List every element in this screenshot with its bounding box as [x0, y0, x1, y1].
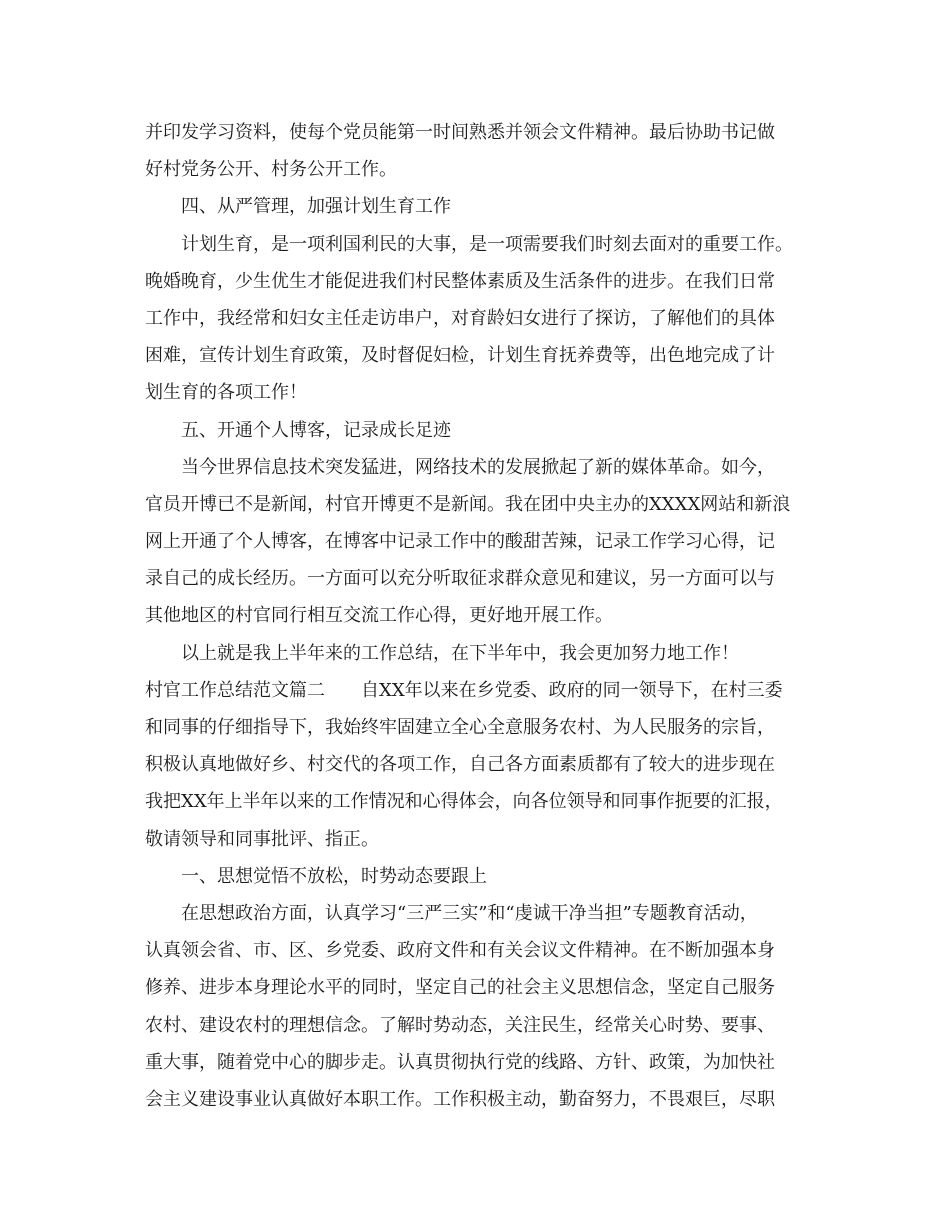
text-line [145, 300, 810, 337]
text-line-content: 其他地区的村官同行相互交流工作心得，更好地开展工作。 [145, 605, 613, 627]
text-line [145, 263, 810, 300]
text-line-continuation: 自XX年以来在乡党委、政府的同一领导下，在村三委 [361, 679, 783, 701]
text-line-content: 我把XX年上半年以来的工作情况和心得体会，向各位领导和同事作扼要的汇报， [145, 791, 783, 813]
text-line [145, 597, 810, 634]
document-body [145, 114, 810, 1118]
text-line-content: 一、思想觉悟不放松，时势动态要跟上 [181, 865, 487, 887]
text-line [145, 1081, 810, 1118]
text-line [145, 783, 810, 820]
text-line [145, 969, 810, 1006]
text-line [145, 858, 810, 895]
text-line-content: 困难，宣传计划生育政策，及时督促妇检，计划生育抚养费等，出色地完成了计 [145, 345, 775, 367]
text-line-content: 当今世界信息技术突发猛进，网络技术的发展掀起了新的媒体革命。如今， [181, 456, 775, 478]
text-line-content: 修养、进步本身理论水平的同时，坚定自己的社会主义思想信念，坚定自己服务 [145, 977, 775, 999]
text-line [145, 523, 810, 560]
text-line [145, 188, 810, 225]
text-line-content: 敬请领导和同事批评、指正。 [145, 828, 379, 850]
text-line-content: 认真领会省、市、区、乡党委、政府文件和有关会议文件精神。在不断加强本身 [145, 940, 775, 962]
text-line-content: 在思想政治方面，认真学习“三严三实”和“虔诚干净当担”专题教育活动， [181, 902, 758, 924]
text-line [145, 672, 810, 709]
text-line [145, 709, 810, 746]
text-line [145, 337, 810, 374]
text-line [145, 486, 810, 523]
text-line [145, 412, 810, 449]
text-line [145, 560, 810, 597]
text-line-content: 录自己的成长经历。一方面可以充分听取征求群众意见和建议，另一方面可以与 [145, 568, 775, 590]
text-line [145, 746, 810, 783]
text-line-content: 并印发学习资料，使每个党员能第一时间熟悉并领会文件精神。最后协助书记做 [145, 122, 775, 143]
text-line [145, 821, 810, 858]
text-line-content: 官员开博已不是新闻，村官开博更不是新闻。我在团中央主办的XXXX网站和新浪 [145, 493, 791, 515]
text-line-content: 村官工作总结范文篇二 [145, 679, 325, 701]
text-line-content: 以上就是我上半年来的工作总结，在下半年中，我会更加努力地工作！ [181, 642, 739, 664]
text-line [145, 1044, 810, 1081]
text-line-content: 晚婚晚育，少生优生才能促进我们村民整体素质及生活条件的进步。在我们日常 [145, 270, 775, 292]
text-line-content: 农村、建设农村的理想信念。了解时势动态，关注民生，经常关心时势、要事、 [145, 1014, 775, 1036]
text-line [145, 449, 810, 486]
text-line [145, 895, 810, 932]
text-line-content: 计划生育，是一项利国利民的大事，是一项需要我们时刻去面对的重要工作。 [181, 233, 793, 255]
text-line [145, 374, 810, 411]
text-line-content: 四、从严管理，加强计划生育工作 [181, 196, 451, 218]
text-line-content: 工作中，我经常和妇女主任走访串户，对育龄妇女进行了探访，了解他们的具体 [145, 307, 775, 329]
text-line [145, 1007, 810, 1044]
text-line-content: 重大事，随着党中心的脚步走。认真贯彻执行党的线路、方针、政策，为加快社 [145, 1051, 775, 1073]
text-line [145, 226, 810, 263]
text-line-content: 和同事的仔细指导下，我始终牢固建立全心全意服务农村、为人民服务的宗旨， [145, 717, 775, 738]
text-line-content: 网上开通了个人博客，在博客中记录工作中的酸甜苦辣，记录工作学习心得，记 [145, 531, 775, 553]
text-line [145, 635, 810, 672]
text-line-content: 划生育的各项工作！ [145, 382, 307, 404]
text-line-content: 五、开通个人博客，记录成长足迹 [181, 419, 451, 441]
text-line [145, 114, 810, 151]
text-line-content: 会主义建设事业认真做好本职工作。工作积极主动，勤奋努力，不畏艰巨，尽职 [145, 1088, 775, 1110]
text-line-content: 好村党务公开、村务公开工作。 [145, 159, 397, 181]
text-line-content: 积极认真地做好乡、村交代的各项工作，自己各方面素质都有了较大的进步现在 [145, 754, 775, 776]
text-line [145, 151, 810, 188]
text-line [145, 932, 810, 969]
